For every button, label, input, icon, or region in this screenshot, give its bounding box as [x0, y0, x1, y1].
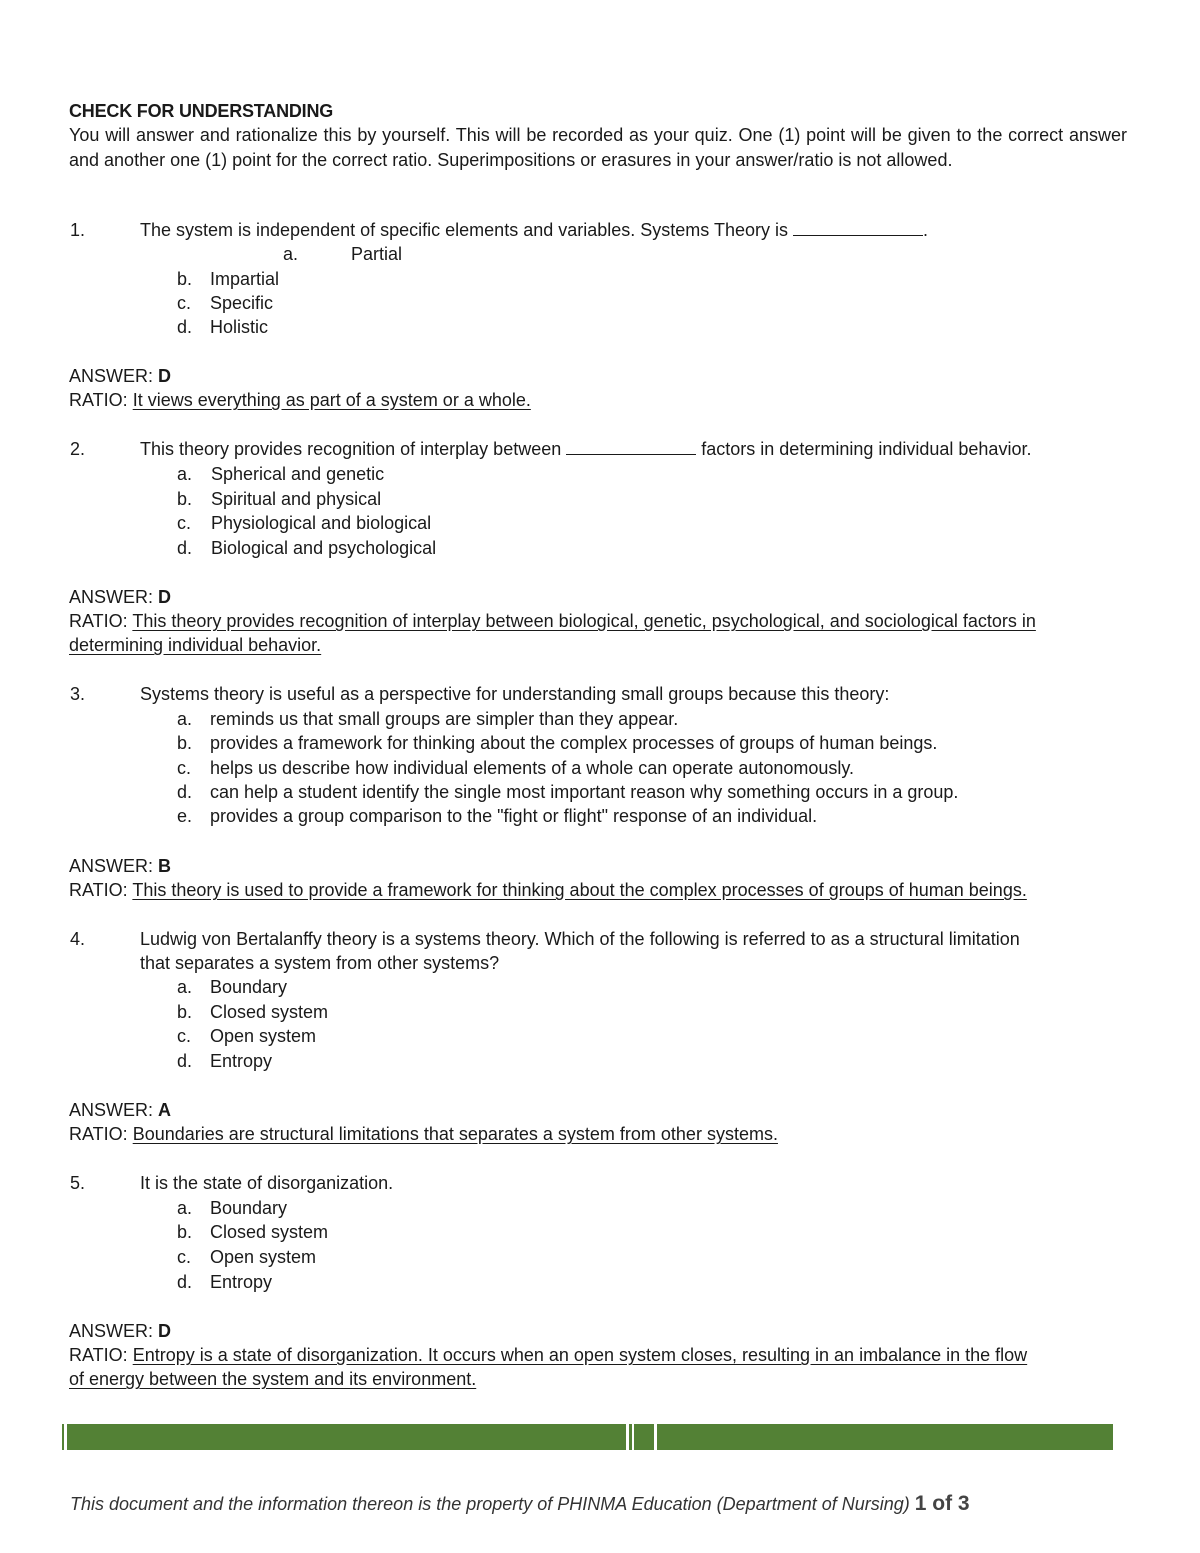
option-letter: c. — [177, 293, 192, 313]
answer-line: ANSWER: B — [69, 856, 172, 876]
ratio-text: determining individual behavior. — [69, 635, 322, 655]
answer-value: D — [158, 587, 172, 607]
ratio-text: This theory is used to provide a framework for thinking about the complex processes of groups of human beings. — [132, 880, 1027, 900]
option-text: Entropy — [210, 1272, 273, 1292]
option-text: Open system — [210, 1026, 317, 1046]
option-letter: a. — [177, 464, 193, 484]
option-text: Entropy — [210, 1051, 273, 1071]
option-text: Physiological and biological — [211, 513, 432, 533]
option-letter: d. — [177, 538, 193, 558]
question-number: 1. — [70, 220, 86, 240]
option-letter: d. — [177, 317, 193, 337]
question-number: 2. — [70, 439, 86, 459]
option-text: reminds us that small groups are simpler than they appear. — [210, 709, 679, 729]
answer-line: ANSWER: D — [69, 587, 172, 607]
ratio-line: RATIO: This theory is used to provide a framework for thinking about the complex processes of groups of human beings. — [69, 880, 1027, 900]
ratio-text: of energy between the system and its environment. — [69, 1369, 477, 1389]
option-letter: b. — [177, 733, 193, 753]
ratio-text: It views everything as part of a system or a whole. — [132, 390, 531, 410]
footer-bar-segment — [657, 1424, 1113, 1450]
option-text: provides a group comparison to the "fight or flight" response of an individual. — [210, 806, 818, 826]
ratio-text: Entropy is a state of disorganization. It occurs when an open system closes, resulting in an imbalance in the flow — [132, 1345, 1028, 1365]
option-text: Spherical and genetic — [211, 464, 385, 484]
option-letter: b. — [177, 489, 193, 509]
question-number: 4. — [70, 929, 86, 949]
option-text: can help a student identify the single most important reason why something occurs in a group. — [210, 782, 959, 802]
option-text: Boundary — [210, 1198, 288, 1218]
option-text: Spiritual and physical — [211, 489, 382, 509]
ratio-line: RATIO: It views everything as part of a system or a whole. — [69, 390, 531, 410]
footer-bar-segment — [67, 1424, 626, 1450]
option-letter: c. — [177, 1026, 192, 1046]
answer-line: ANSWER: D — [69, 366, 172, 386]
answer-value: D — [158, 366, 172, 386]
question-number: 3. — [70, 684, 86, 704]
ratio-text: Boundaries are structural limitations that separates a system from other systems. — [132, 1124, 778, 1144]
option-letter: b. — [177, 1002, 193, 1022]
ratio-text: This theory provides recognition of interplay between biological, genetic, psychological, and sociological factors in — [132, 611, 1036, 631]
option-letter: c. — [177, 758, 192, 778]
option-letter: c. — [177, 513, 192, 533]
option-letter: b. — [177, 1222, 193, 1242]
option-text: Closed system — [210, 1002, 329, 1022]
option-letter: a. — [177, 709, 193, 729]
option-letter: a. — [177, 977, 193, 997]
option-letter: e. — [177, 806, 193, 826]
option-letter: c. — [177, 1247, 192, 1267]
option-text: helps us describe how individual elements of a whole can operate autonomously. — [210, 758, 855, 778]
ratio-line: RATIO: Boundaries are structural limitations that separates a system from other systems. — [69, 1124, 778, 1144]
option-text: Partial — [351, 244, 403, 264]
question-text: that separates a system from other systems? — [140, 953, 500, 973]
option-text: Specific — [210, 293, 274, 313]
footer-bar-divider — [629, 1424, 632, 1450]
answer-blank — [566, 440, 696, 455]
option-text: provides a framework for thinking about the complex processes of groups of human beings. — [210, 733, 938, 753]
answer-value: A — [158, 1100, 172, 1120]
footer-bar-edge-left — [62, 1424, 64, 1450]
question-text: It is the state of disorganization. — [140, 1173, 394, 1193]
option-text: Impartial — [210, 269, 280, 289]
question-text: Systems theory is useful as a perspective for understanding small groups because this theory: — [140, 684, 890, 704]
question-number: 5. — [70, 1173, 86, 1193]
answer-line: ANSWER: A — [69, 1100, 172, 1120]
option-text: Holistic — [210, 317, 269, 337]
option-letter: a. — [283, 244, 299, 264]
page-number: 1 of 3 — [914, 1492, 970, 1515]
option-letter: d. — [177, 782, 193, 802]
option-letter: d. — [177, 1272, 193, 1292]
answer-line: ANSWER: D — [69, 1321, 172, 1341]
option-letter: b. — [177, 269, 193, 289]
page-title: CHECK FOR UNDERSTANDING — [69, 101, 334, 121]
question-text: Ludwig von Bertalanffy theory is a systems theory. Which of the following is referred to as a structural limitation — [140, 929, 1020, 949]
option-text: Boundary — [210, 977, 288, 997]
instructions: You will answer and rationalize this by yourself. This will be recorded as your quiz. One (1) point will be given to the correct answer and another one (1) point for the correct ratio. Superimpositions or erasures in your answer/ratio is not allowed. — [69, 125, 1127, 170]
footer-bar-segment — [634, 1424, 654, 1450]
question-text: The system is independent of specific elements and variables. Systems Theory is . — [140, 220, 929, 240]
option-letter: a. — [177, 1198, 193, 1218]
answer-value: B — [158, 856, 172, 876]
ratio-line: RATIO: This theory provides recognition of interplay between biological, genetic, psychological, and sociological factors in — [69, 611, 1036, 631]
ratio-line: RATIO: Entropy is a state of disorganization. It occurs when an open system closes, resulting in an imbalance in the flow — [69, 1345, 1028, 1365]
question-text: This theory provides recognition of interplay between factors in determining individual behavior. — [140, 439, 1032, 459]
answer-blank — [793, 221, 923, 236]
answer-value: D — [158, 1321, 172, 1341]
option-text: Biological and psychological — [211, 538, 437, 558]
option-text: Open system — [210, 1247, 317, 1267]
footer — [70, 1492, 970, 1516]
option-letter: d. — [177, 1051, 193, 1071]
option-text: Closed system — [210, 1222, 329, 1242]
footer-text: This document and the information thereon is the property of PHINMA Education (Department of Nursing) — [70, 1494, 910, 1514]
